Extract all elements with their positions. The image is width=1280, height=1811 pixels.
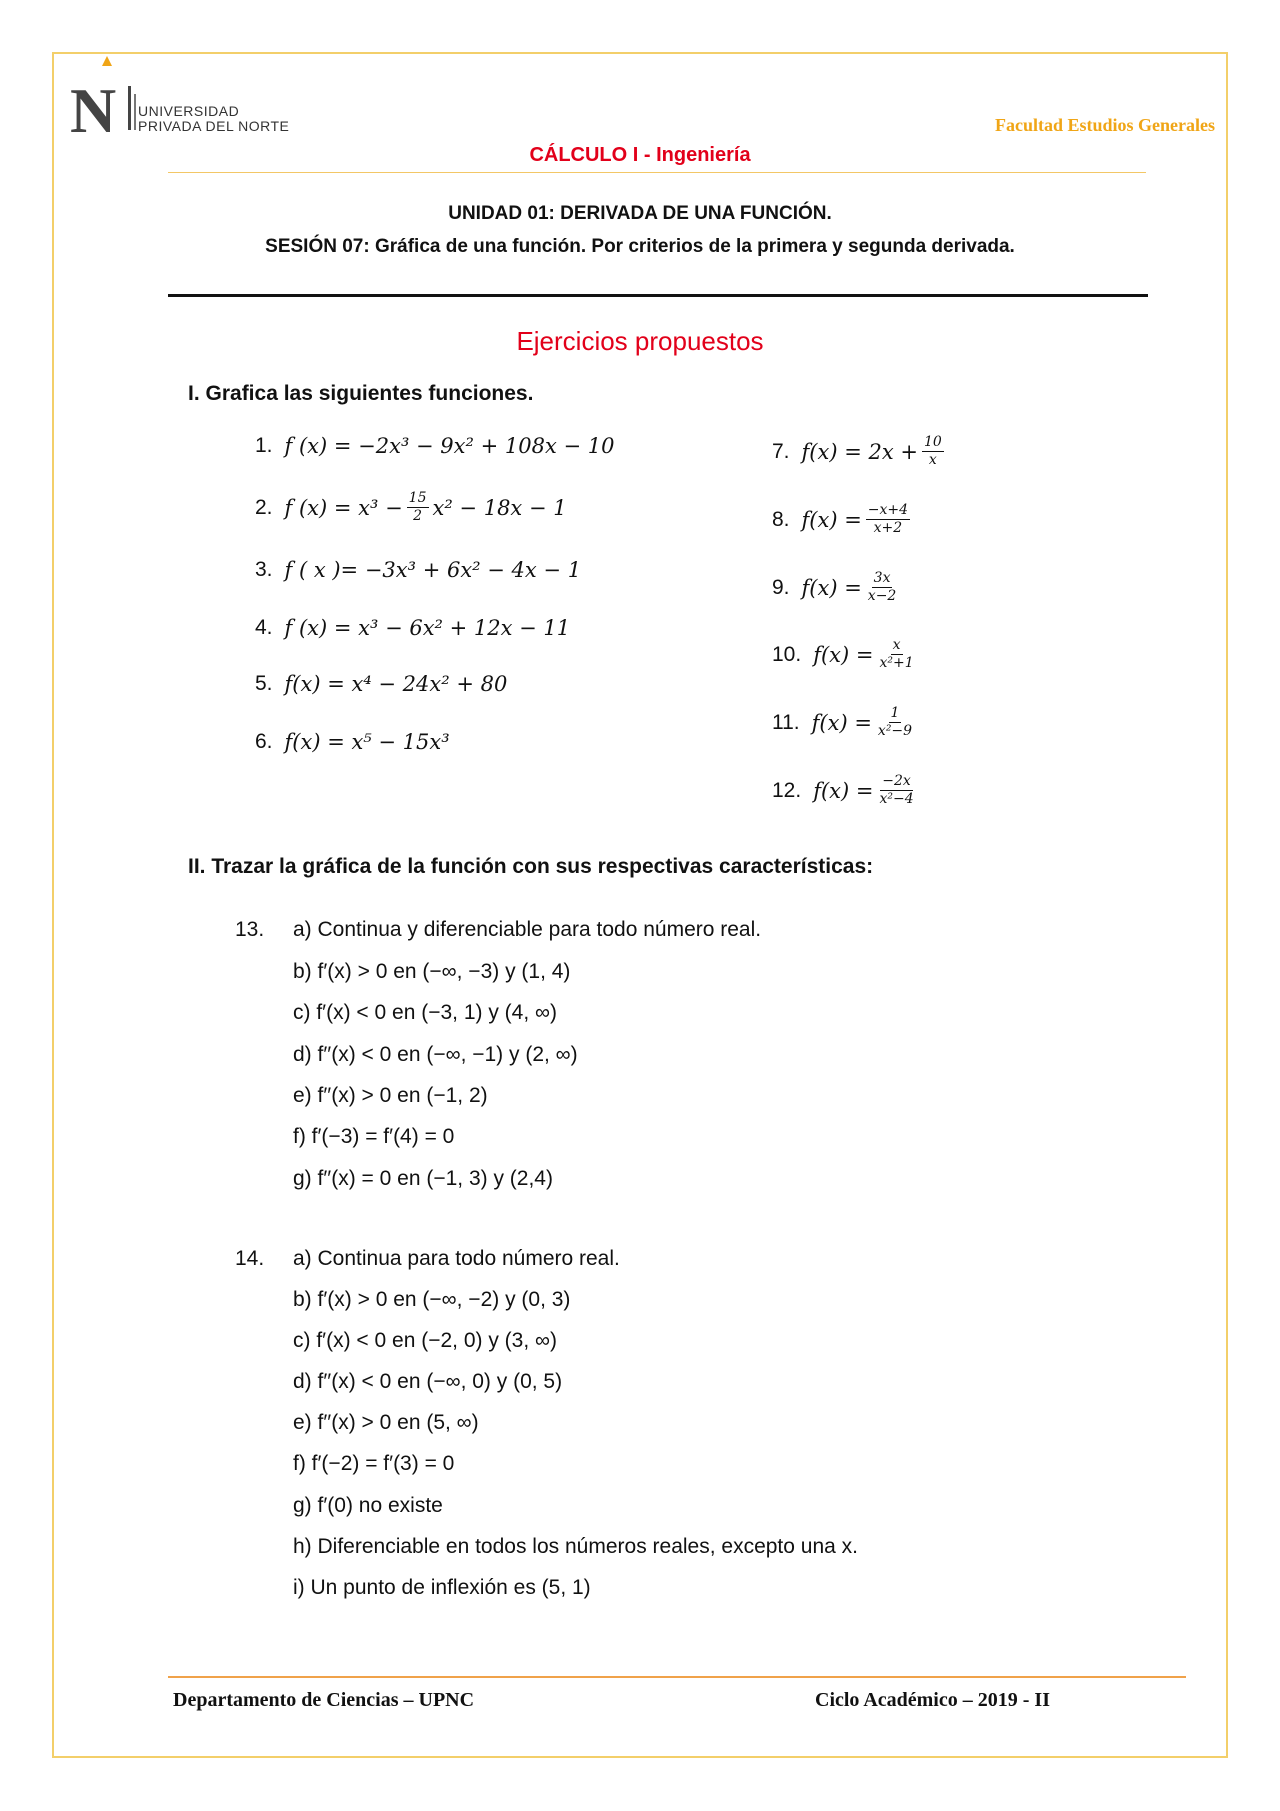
course-title: CÁLCULO I - Ingeniería [529, 144, 751, 166]
fraction-numerator: 15 [408, 490, 427, 506]
function-expression-pre: f(x) = [811, 710, 872, 735]
exercise-7 [772, 434, 948, 469]
fraction [407, 490, 429, 525]
ex14-condition-d: d) f′′(x) < 0 en (−∞, 0) y (0, 5) [293, 1370, 563, 1393]
footer-department: Departamento de Ciencias – UPNC [173, 1689, 475, 1711]
exercise-9 [772, 570, 902, 605]
fraction-numerator: −x+4 [867, 502, 909, 518]
ex13-condition-c: c) f′(x) < 0 en (−3, 1) y (4, ∞) [293, 1001, 557, 1024]
ex14-condition-c: c) f′(x) < 0 en (−2, 0) y (3, ∞) [293, 1329, 557, 1352]
fraction-denominator: x+2 [873, 520, 903, 536]
faculty-name: Facultad Estudios Generales [994, 115, 1215, 135]
ex14-condition-i: i) Un punto de inflexión es (5, 1) [293, 1576, 591, 1599]
page-border [52, 52, 1228, 1758]
ex14-condition-a: a) Continua para todo número real. [293, 1247, 620, 1270]
ex14-condition-g: g) f′(0) no existe [293, 1494, 443, 1517]
exercise-13-number: 13. [235, 918, 265, 941]
university-line-2: PRIVADA DEL NORTE [138, 118, 290, 134]
footer-cycle: Ciclo Académico – 2019 - II [815, 1689, 1050, 1711]
fraction [877, 773, 915, 808]
fraction [877, 637, 915, 672]
exercise-number: 2. [255, 495, 273, 519]
exercise-number: 11. [772, 710, 800, 734]
exercise-number: 3. [255, 558, 273, 581]
ex14-condition-f: f) f′(−2) = f′(3) = 0 [293, 1452, 455, 1475]
exercise-number: 12. [772, 778, 802, 802]
function-expression-pre: f(x) = [813, 778, 874, 803]
ex14-condition-b: b) f′(x) > 0 en (−∞, −2) y (0, 3) [293, 1288, 571, 1311]
function-expression-pre: f(x) = 2x + [801, 439, 918, 464]
exercise-1 [255, 434, 614, 458]
exercise-number: 8. [772, 507, 790, 531]
exercise-11 [772, 705, 918, 740]
exercise-number: 1. [255, 434, 273, 457]
header-divider [168, 172, 1146, 173]
function-expression: f(x) = x⁵ − 15x³ [284, 730, 450, 754]
exercise-12 [772, 773, 920, 808]
section-2-heading: II. Trazar la gráfica de la función con sus respectivas características: [188, 855, 874, 878]
function-expression-pre: f(x) = [801, 507, 862, 532]
session-title: SESIÓN 07: Gráfica de una función. Por criterios de la primera y segunda derivada. [265, 236, 1015, 257]
exercise-3 [255, 558, 581, 582]
university-line-1: UNIVERSIDAD [138, 103, 240, 119]
ex13-condition-e: e) f′′(x) > 0 en (−1, 2) [293, 1084, 488, 1107]
fraction-denominator: x−2 [867, 588, 897, 604]
exercise-number: 6. [255, 730, 273, 753]
unit-title: UNIDAD 01: DERIVADA DE UNA FUNCIÓN. [448, 203, 832, 224]
ex14-condition-e: e) f′′(x) > 0 en (5, ∞) [293, 1411, 479, 1434]
ex13-condition-d: d) f′′(x) < 0 en (−∞, −1) y (2, ∞) [293, 1043, 578, 1066]
ex14-condition-h: h) Diferenciable en todos los números reales, excepto una x. [293, 1535, 858, 1558]
exercise-4 [255, 616, 570, 640]
svg-text:N: N [70, 75, 117, 140]
function-expression: f (x) = −2x³ − 9x² + 108x − 10 [284, 434, 615, 458]
ex13-condition-a: a) Continua y diferenciable para todo número real. [293, 918, 762, 941]
exercise-number: 5. [255, 672, 273, 695]
exercise-10 [772, 637, 920, 672]
exercise-number: 10. [772, 642, 802, 666]
exercise-number: 4. [255, 616, 273, 639]
fraction-numerator: −2x [882, 773, 911, 789]
fraction-denominator: x [928, 452, 937, 468]
footer-divider [168, 1676, 1186, 1678]
function-expression-pre: f(x) = [813, 642, 874, 667]
ex13-condition-g: g) f′′(x) = 0 en (−1, 3) y (2,4) [293, 1167, 553, 1190]
function-expression-post: x² − 18x − 1 [432, 495, 567, 520]
fraction-numerator: 3x [873, 570, 891, 586]
fraction-numerator: 10 [923, 434, 942, 450]
exercises-heading: Ejercicios propuestos [516, 326, 764, 356]
fraction-denominator: x²−4 [879, 791, 914, 807]
fraction-numerator: 1 [890, 705, 900, 721]
exercise-number: 7. [772, 439, 790, 463]
fraction-denominator: 2 [413, 508, 423, 524]
exercise-5 [255, 672, 507, 696]
fraction-denominator: x²+1 [879, 655, 914, 671]
fraction-numerator: x [892, 637, 901, 653]
university-name [138, 104, 289, 134]
section-1-heading: I. Grafica las siguientes funciones. [188, 382, 534, 405]
fraction [876, 705, 914, 740]
ex13-condition-b: b) f′(x) > 0 en (−∞, −3) y (1, 4) [293, 960, 571, 983]
exercise-8 [772, 502, 914, 537]
function-expression: f (x) = x³ − 6x² + 12x − 11 [284, 616, 571, 640]
exercise-number: 9. [772, 575, 790, 599]
fraction-denominator: x²−9 [877, 723, 913, 739]
fraction [866, 502, 910, 537]
ex13-condition-f: f) f′(−3) = f′(4) = 0 [293, 1125, 455, 1148]
title-rule [168, 294, 1148, 297]
fraction [922, 434, 944, 469]
exercise-14-number: 14. [235, 1247, 265, 1270]
function-expression-pre: f (x) = x³ − [284, 495, 403, 520]
fraction [866, 570, 899, 605]
function-expression-pre: f(x) = [801, 575, 862, 600]
exercise-2 [255, 490, 567, 525]
function-expression: f ( x )= −3x³ + 6x² − 4x − 1 [284, 558, 582, 582]
exercise-6 [255, 730, 450, 754]
function-expression: f(x) = x⁴ − 24x² + 80 [284, 672, 508, 696]
